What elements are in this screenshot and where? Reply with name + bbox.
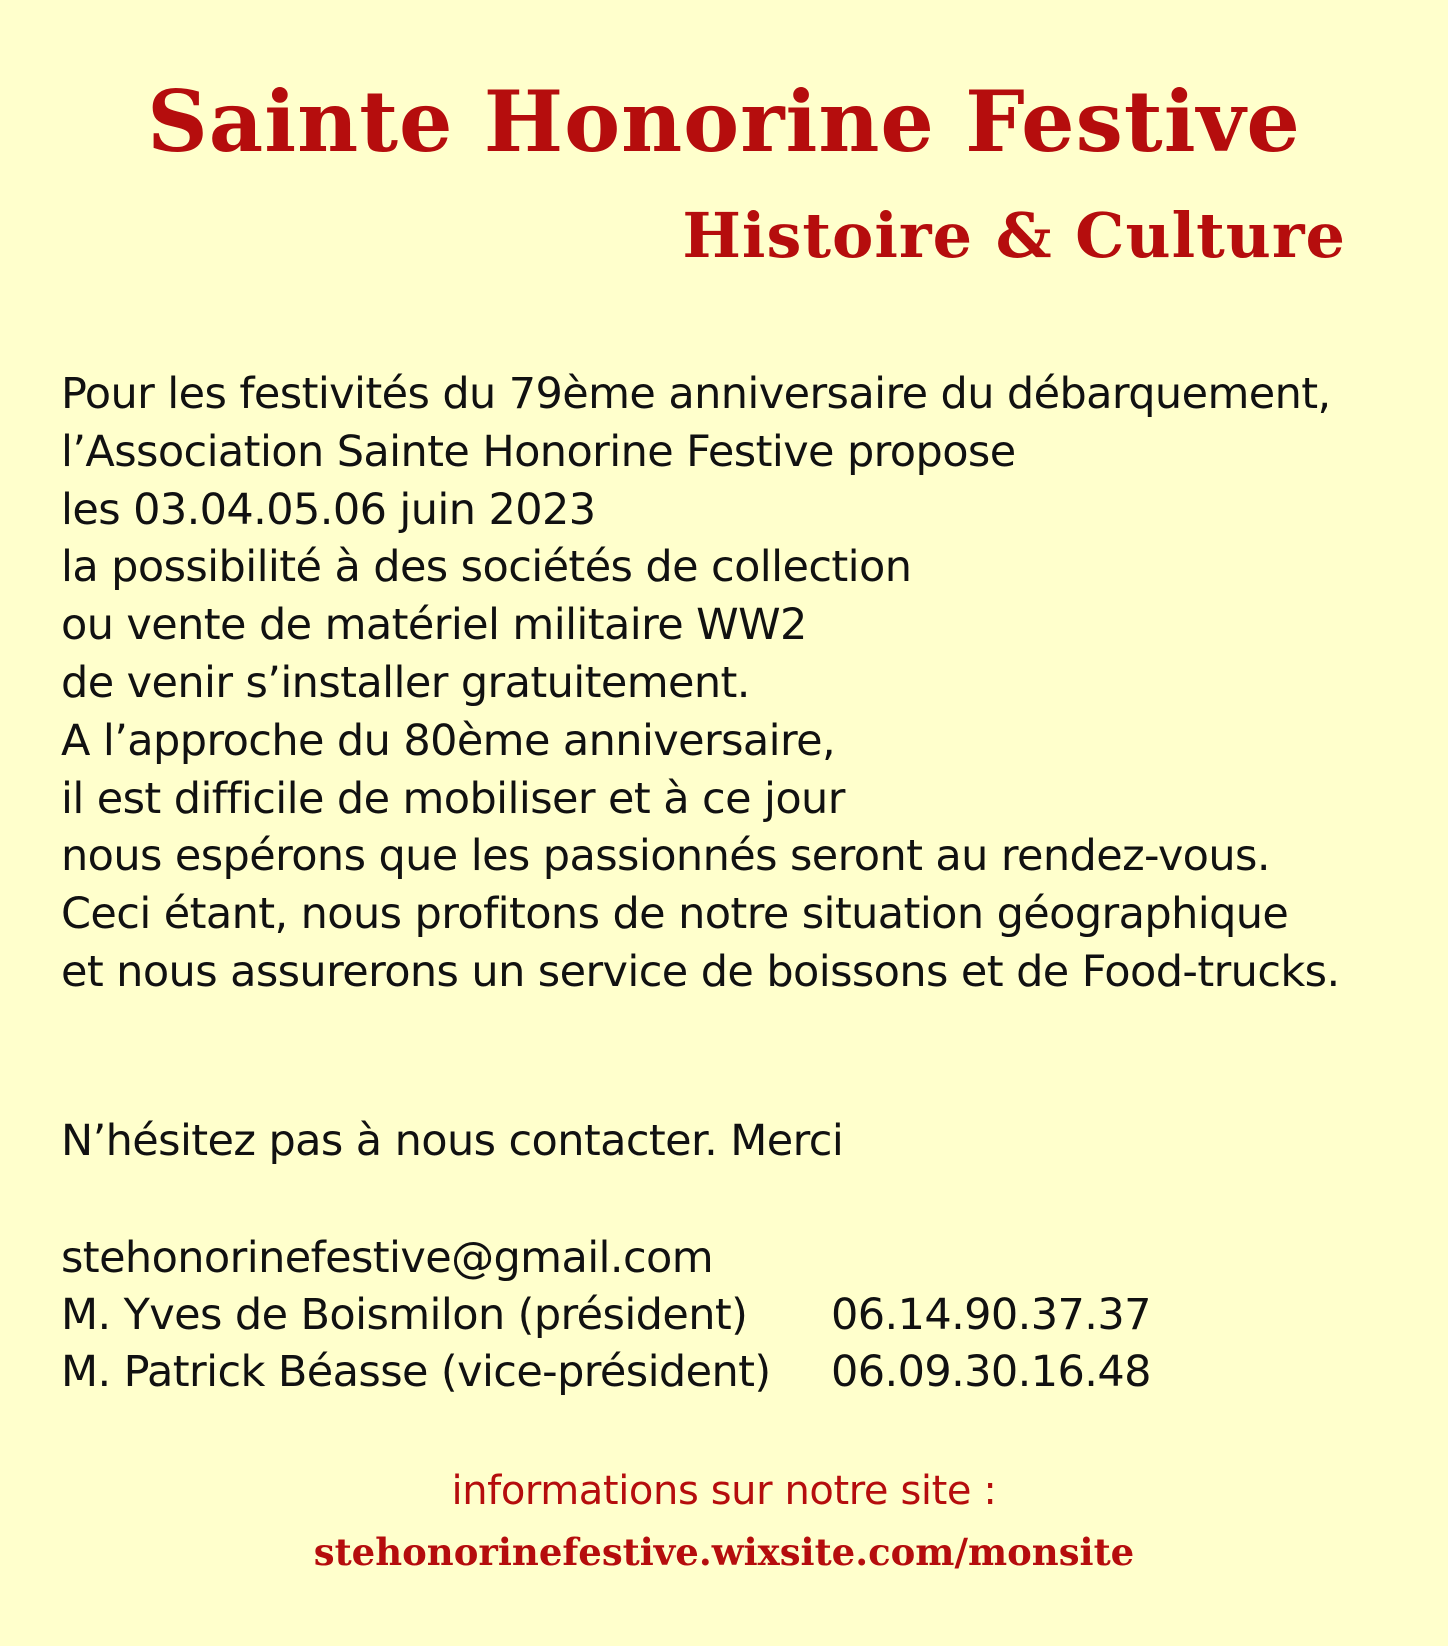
contact-details [61,1230,1151,1401]
contact-call-to-action: N’hésitez pas à nous contacter. Merci [61,1116,844,1166]
site-info-label-text: informations sur notre site : [451,1468,997,1514]
body-line: de venir s’installer gratuitement. [61,657,750,708]
body-line: la possibilité à des sociétés de collection [61,542,912,593]
body-line: Ceci étant, nous profitons de notre situation géographique [61,889,1289,940]
body-line: nous espérons que les passionnés seront au rendez-vous. [61,831,1270,882]
contact-person-row [61,1344,1151,1401]
body-line: les 03.04.05.06 juin 2023 [61,484,596,535]
contact-person-phone: 06.14.90.37.37 [831,1290,1151,1340]
body-line: Pour les festivités du 79ème anniversaire du débarquement, [61,369,1331,419]
contact-person-name: M. Yves de Boismilon (président) [61,1290,748,1340]
flyer-title: Sainte Honorine Festive [147,72,1301,171]
contact-person-row [61,1287,1151,1344]
body-line: il est difficile de mobiliser et à ce jour [61,773,845,824]
flyer-subtitle: Histoire & Culture [682,199,1346,272]
site-url: stehonorinefestive.wixsite.com/monsite [313,1530,1135,1574]
body-line: ou vente de matériel militaire WW2 [61,600,807,651]
contact-person-phone: 06.09.30.16.48 [831,1347,1151,1397]
site-info-label [0,1468,1448,1514]
body-line: et nous assurerons un service de boissons et de Food-trucks. [61,946,1340,997]
body-line: A l’approche du 80ème anniversaire, [61,715,836,766]
contact-person-name: M. Patrick Béasse (vice-président) [61,1347,771,1397]
announcement-body [61,366,1431,1002]
body-line: l’Association Sainte Honorine Festive propose [61,426,1016,477]
contact-email: stehonorinefestive@gmail.com [61,1233,714,1283]
